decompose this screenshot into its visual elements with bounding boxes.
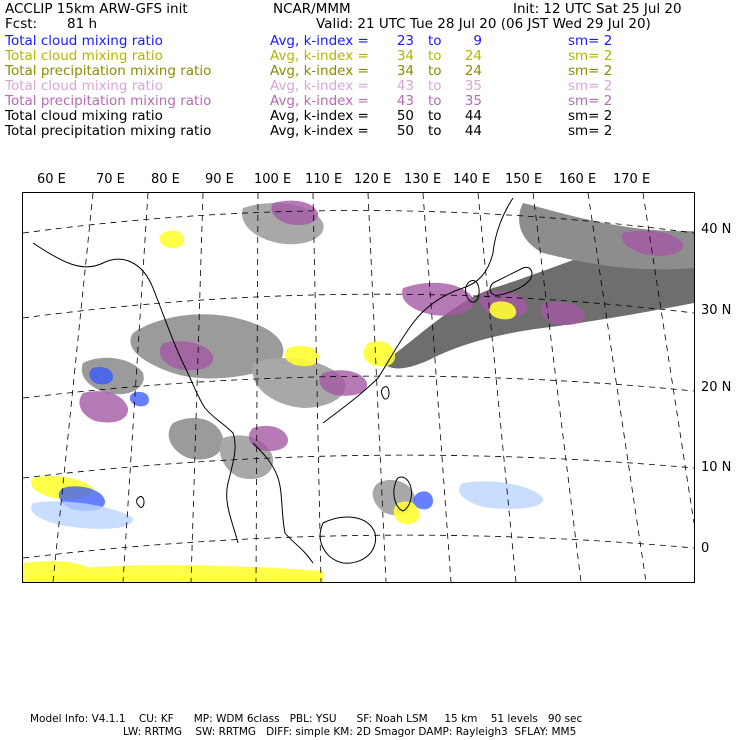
field-k-6: 44 — [464, 123, 482, 139]
fcst-value: 81 h — [67, 16, 98, 32]
yellow-north — [159, 231, 184, 249]
field-avg-4: Avg, k-index = — [270, 93, 369, 109]
field-name-4: Total precipitation mixing ratio — [5, 93, 212, 109]
lat-line-10 — [23, 455, 694, 478]
field-name-6: Total precipitation mixing ratio — [5, 123, 212, 139]
lon-line-140 — [478, 193, 516, 582]
field-to-1: to — [428, 48, 442, 64]
field-avg-1: Avg, k-index = — [270, 48, 369, 64]
sri-lanka-coastline — [137, 497, 144, 508]
lon-line-90 — [191, 193, 203, 582]
model-info-line2: LW: RRTMG SW: RRTMG DIFF: simple KM: 2D Smagor DAMP: Rayleigh3 SFLAY: MM5 — [123, 726, 577, 738]
field-sm-6: sm= 2 — [568, 123, 613, 139]
field-to-2: to — [428, 63, 442, 79]
lon-label: 70 E — [96, 172, 125, 187]
lat-label: 10 N — [701, 460, 732, 475]
blue-philippines — [414, 491, 434, 509]
field-avg-0: Avg, k-index = — [270, 33, 369, 49]
lon-label: 100 E — [254, 172, 292, 187]
field-to-6: to — [428, 123, 442, 139]
taiwan-coastline — [382, 387, 390, 399]
lon-label: 60 E — [37, 172, 66, 187]
lon-label: 90 E — [205, 172, 234, 187]
field-k-2: 24 — [464, 63, 482, 79]
field-k-1: 24 — [464, 48, 482, 64]
field-k-2: 34 — [396, 63, 414, 79]
lon-label: 120 E — [354, 172, 392, 187]
field-k-3: 43 — [396, 78, 414, 94]
field-avg-5: Avg, k-index = — [270, 108, 369, 124]
model-title: ACCLIP 15km ARW-GFS init — [5, 1, 188, 17]
model-info-line1: Model Info: V4.1.1 CU: KF MP: WDM 6class PBL: YSU SF: Noah LSM 15 km 51 levels 90 sec — [30, 713, 583, 725]
field-avg-2: Avg, k-index = — [270, 63, 369, 79]
field-k-4: 35 — [464, 93, 482, 109]
light-blue-west — [31, 501, 133, 529]
field-sm-3: sm= 2 — [568, 78, 613, 94]
field-sm-0: sm= 2 — [568, 33, 613, 49]
valid-time: Valid: 21 UTC Tue 28 Jul 20 (06 JST Wed 29 Jul 20) — [316, 16, 651, 32]
field-k-4: 43 — [396, 93, 414, 109]
field-k-0: 23 — [396, 33, 414, 49]
lon-label: 140 E — [453, 172, 491, 187]
purple-india — [79, 391, 128, 422]
field-name-3: Total cloud mixing ratio — [5, 78, 163, 94]
field-avg-6: Avg, k-index = — [270, 123, 369, 139]
field-sm-5: sm= 2 — [568, 108, 613, 124]
yellow-bottom — [83, 565, 323, 582]
field-to-0: to — [428, 33, 442, 49]
field-k-5: 50 — [396, 108, 414, 124]
field-k-1: 34 — [396, 48, 414, 64]
lat-label: 30 N — [701, 303, 732, 318]
borneo-coastline — [320, 517, 375, 563]
field-k-3: 35 — [464, 78, 482, 94]
light-cloud-field — [31, 481, 543, 529]
map-panel — [22, 192, 695, 583]
field-k-0: 9 — [473, 33, 482, 49]
lat-line-0 — [23, 535, 694, 558]
field-name-5: Total cloud mixing ratio — [5, 108, 163, 124]
init-time: Init: 12 UTC Sat 25 Jul 20 — [513, 1, 682, 17]
lon-line-100 — [256, 193, 258, 582]
field-sm-2: sm= 2 — [568, 63, 613, 79]
lon-label: 150 E — [505, 172, 543, 187]
field-avg-3: Avg, k-index = — [270, 78, 369, 94]
lon-label: 80 E — [151, 172, 180, 187]
lat-label: 0 — [701, 541, 710, 556]
yellow-south-china — [363, 341, 395, 366]
lat-label: 20 N — [701, 380, 732, 395]
field-sm-4: sm= 2 — [568, 93, 613, 109]
yellow-bottom-left — [23, 561, 93, 582]
lon-label: 160 E — [559, 172, 597, 187]
map-canvas — [23, 193, 694, 582]
fcst-label: Fcst: — [5, 16, 38, 32]
light-blue-pacific — [459, 481, 543, 509]
field-k-5: 44 — [464, 108, 482, 124]
blue-central-india — [130, 392, 149, 407]
lon-line-130 — [423, 193, 451, 582]
field-to-5: to — [428, 108, 442, 124]
lat-label: 40 N — [701, 222, 732, 237]
field-name-0: Total cloud mixing ratio — [5, 33, 163, 49]
lon-label: 130 E — [404, 172, 442, 187]
lon-label: 110 E — [305, 172, 343, 187]
field-sm-1: sm= 2 — [568, 48, 613, 64]
center-label: NCAR/MMM — [273, 1, 351, 17]
field-k-6: 50 — [396, 123, 414, 139]
field-to-4: to — [428, 93, 442, 109]
field-to-3: to — [428, 78, 442, 94]
field-name-1: Total cloud mixing ratio — [5, 48, 163, 64]
field-name-2: Total precipitation mixing ratio — [5, 63, 212, 79]
lon-label: 170 E — [613, 172, 651, 187]
